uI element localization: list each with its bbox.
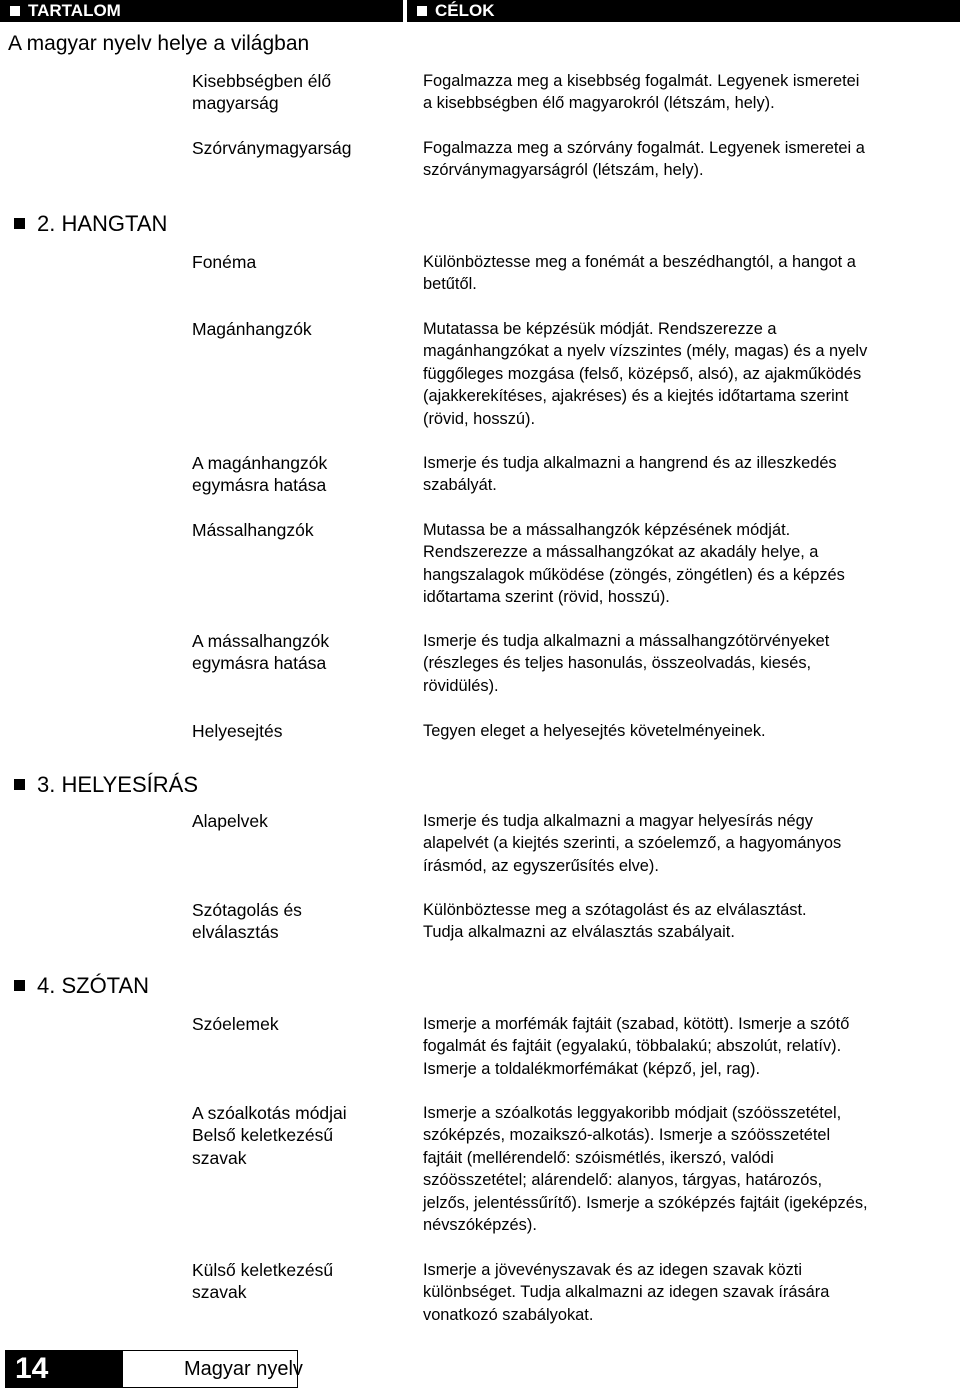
topic-label: A mássalhangzók egymásra hatása [192, 631, 330, 674]
goal-text: Ismerje a morfémák fajtáit (szabad, kötött). Ismerje a szótő fogalmát és fajtáit (egyalakú, többalakú; abszolút, relatív). Ismerje a toldalékmorfémákat (képző, jel, rag). [423, 1015, 850, 1078]
topic-label: Alapelvek [192, 811, 268, 831]
goal-text: Mutatassa be képzésük módját. Rendszerezze a magánhangzókat a nyelv vízszintes (mély, magas) és a nyelv függőleges mozgása (felső, középső, alsó), az ajakműködés (ajakkerekítéses, ajakréses) és a kiejtés időtartama szerint (rövid, hosszú). [423, 320, 868, 428]
topic-title: A magyar nyelv helye a világban [8, 32, 310, 55]
topic-label: Magánhangzók [192, 319, 312, 339]
goal-text: Ismerje és tudja alkalmazni a magyar helyesírás négy alapelvét (a kiejtés szerinti, a szóelemző, a hagyományos írásmód, az egyszerűsítés elve). [423, 812, 842, 875]
topic-label: Szóelemek [192, 1014, 279, 1034]
square-bullet-icon [14, 980, 25, 991]
goal-text: Különböztesse meg a fonémát a beszédhangtól, a hangot a betűtől. [423, 253, 856, 294]
topic-label: Szótagolás és elválasztás [192, 900, 302, 943]
header-celok [407, 0, 960, 22]
section-heading [14, 973, 149, 999]
goal-text: Ismerje a szóalkotás leggyakoribb módjait (szóösszetétel, szóképzés, mozaikszó-alkotás). Ismerje a szóösszetétel fajtáit (mellérendelő: szóismétlés, ikerszó, valódi szóösszetétel; alárendelő: alanyos, tárgyas, határozós, jelzős, jelentéssűrítő). Ismerje a szóképzés fajtáit (igeképzés, névszóképzés). [423, 1104, 868, 1235]
topic-label: Helyesejtés [192, 721, 283, 741]
goal-text: Ismerje a jövevényszavak és az idegen szavak közti különbséget. Tudja alkalmazni az idegen szavak írására vonatkozó szabályokat. [423, 1261, 830, 1324]
goal-text: Ismerje és tudja alkalmazni a mássalhangzótörvényeket (részleges és teljes hasonulás, összeolvadás, kiesés, rövidülés). [423, 632, 830, 695]
footer-label: Magyar nyelv [184, 1358, 303, 1380]
topic-label: Kisebbségben élő magyarság [192, 71, 332, 114]
section-label: 3. HELYESÍRÁS [37, 772, 198, 797]
square-bullet-icon [14, 779, 25, 790]
topic-label: A magánhangzók egymásra hatása [192, 453, 328, 496]
topic-label: Külső keletkezésű szavak [192, 1260, 334, 1303]
header-tartalom-label: TARTALOM [28, 1, 121, 20]
goal-text: Különböztesse meg a szótagolást és az elválasztást. Tudja alkalmazni az elválasztás szabályait. [423, 901, 807, 942]
section-heading [14, 211, 167, 237]
goal-text: Fogalmazza meg a kisebbség fogalmát. Legyenek ismeretei a kisebbségben élő magyarokról (létszám, hely). [423, 72, 860, 113]
goal-text: Ismerje és tudja alkalmazni a hangrend és az illeszkedés szabályát. [423, 454, 837, 495]
goal-text: Tegyen eleget a helyesejtés követelményeinek. [423, 722, 766, 740]
topic-label: A szóalkotás módjai Belső keletkezésű szavak [192, 1103, 347, 1168]
topic-label: Szórványmagyarság [192, 138, 352, 158]
section-label: 2. HANGTAN [37, 211, 168, 236]
section-heading [14, 772, 198, 798]
topic-label: Mássalhangzók [192, 520, 314, 540]
square-bullet-icon [417, 6, 427, 16]
square-bullet-icon [14, 218, 25, 229]
goal-text: Fogalmazza meg a szórvány fogalmát. Legyenek ismeretei a szórványmagyarságról (létszám, hely). [423, 139, 865, 180]
header-celok-label: CÉLOK [435, 1, 495, 20]
topic-label: Fonéma [192, 252, 257, 272]
goal-text: Mutassa be a mássalhangzók képzésének módját. Rendszerezze a mássalhangzókat az akadály helye, a hangszalagok működése (zöngés, zöngétlen) és a képzés időtartama szerint (rövid, hosszú). [423, 521, 845, 607]
square-bullet-icon [10, 6, 20, 16]
page-number: 14 [5, 1350, 122, 1388]
header-tartalom [0, 0, 403, 22]
section-label: 4. SZÓTAN [37, 973, 150, 998]
